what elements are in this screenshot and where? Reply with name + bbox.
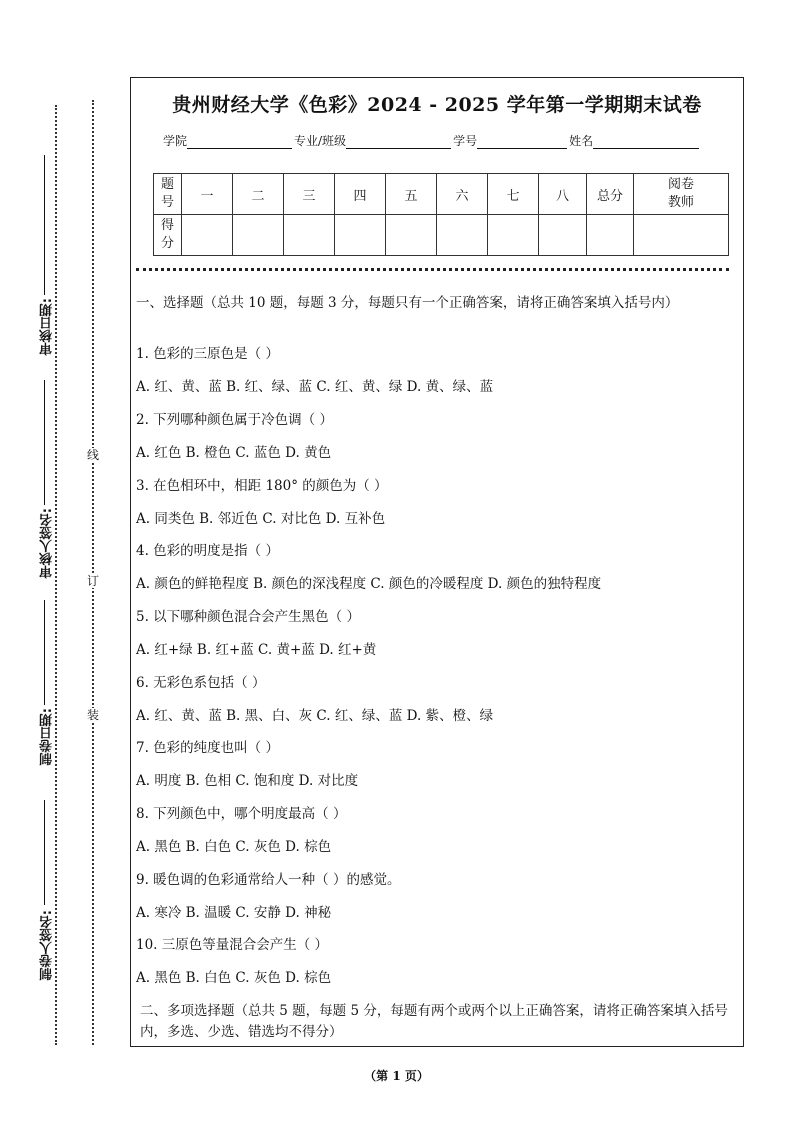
paper-maker-signature-line: [44, 800, 45, 905]
score-cell[interactable]: [587, 215, 634, 256]
col-header-7: 七: [488, 174, 539, 215]
dotted-separator: [136, 268, 729, 271]
score-table: [153, 173, 729, 256]
question-1: 1. 色彩的三原色是（ ）: [136, 346, 279, 362]
student-id-label: 学号: [453, 134, 478, 148]
question-6: 6. 无彩色系包括（ ）: [136, 675, 266, 691]
question-5-options: A. 红+绿 B. 红+蓝 C. 黄+蓝 D. 红+黄: [136, 642, 377, 658]
score-cell[interactable]: [182, 215, 233, 256]
paper-maker-signature-label: 制卷人签名:: [40, 910, 55, 981]
major-class-label: 专业/班级: [294, 134, 347, 148]
score-cell[interactable]: [233, 215, 284, 256]
question-10: 10. 三原色等量混合会产生（ ）: [136, 937, 329, 953]
score-cell[interactable]: [386, 215, 437, 256]
col-header-4: 四: [335, 174, 386, 215]
question-7: 7. 色彩的纯度也叫（ ）: [136, 740, 279, 756]
score-table-header-row: [154, 174, 729, 215]
question-10-options: A. 黑色 B. 白色 C. 灰色 D. 棕色: [136, 970, 332, 986]
score-cell[interactable]: [284, 215, 335, 256]
col-header-total: 总分: [587, 174, 634, 215]
question-6-options: A. 红、黄、蓝 B. 黑、白、灰 C. 红、绿、蓝 D. 紫、橙、绿: [136, 708, 494, 724]
college-label: 学院: [163, 134, 188, 148]
score-cell[interactable]: [634, 215, 729, 256]
section-1-heading: 一、选择题（总共 10 题，每题 3 分，每题只有一个正确答案，请将正确答案填入括号内）: [136, 295, 679, 311]
col-header-2: 二: [233, 174, 284, 215]
review-date-label: 审核日期:: [40, 298, 55, 356]
question-7-options: A. 明度 B. 色相 C. 饱和度 D. 对比度: [136, 773, 359, 789]
binding-dotted-line-inner: [92, 100, 94, 1045]
exam-frame: [130, 77, 744, 1047]
col-header-3: 三: [284, 174, 335, 215]
binding-char-bind: 装: [87, 708, 100, 722]
student-id-blank[interactable]: [477, 134, 567, 149]
question-8-options: A. 黑色 B. 白色 C. 灰色 D. 棕色: [136, 839, 332, 855]
col-header-1: 一: [182, 174, 233, 215]
paper-date-line: [44, 600, 45, 705]
col-header-8: 八: [539, 174, 587, 215]
college-blank[interactable]: [187, 134, 292, 149]
question-1-options: A. 红、黄、蓝 B. 红、绿、蓝 C. 红、黄、绿 D. 黄、绿、蓝: [136, 379, 494, 395]
section-2-heading: 二、多项选择题（总共 5 题，每题 5 分，每题有两个或两个以上正确答案，请将正确答案填入括号内，多选、少选、错选均不得分）: [140, 1003, 728, 1040]
binding-char-line: 线: [87, 448, 100, 462]
question-9: 9. 暖色调的色彩通常给人一种（ ）的感觉。: [136, 872, 401, 888]
question-3: 3. 在色相环中，相距 180° 的颜色为（ ）: [136, 478, 388, 494]
score-table-score-row: [154, 215, 729, 256]
question-9-options: A. 寒冷 B. 温暖 C. 安静 D. 神秘: [136, 905, 332, 921]
major-class-blank[interactable]: [346, 134, 451, 149]
question-3-options: A. 同类色 B. 邻近色 C. 对比色 D. 互补色: [136, 511, 386, 527]
question-8: 8. 下列颜色中，哪个明度最高（ ）: [136, 806, 347, 822]
col-header-grader: 阅卷教师: [634, 174, 729, 215]
reviewer-signature-line: [44, 380, 45, 505]
col-header-5: 五: [386, 174, 437, 215]
page-number: （第 1 页）: [364, 1069, 429, 1083]
student-info-row: [163, 132, 701, 149]
score-cell[interactable]: [539, 215, 587, 256]
name-label: 姓名: [569, 134, 594, 148]
question-4: 4. 色彩的明度是指（ ）: [136, 543, 279, 559]
score-cell[interactable]: [488, 215, 539, 256]
question-2-options: A. 红色 B. 橙色 C. 蓝色 D. 黄色: [136, 445, 332, 461]
exam-title: 贵州财经大学《色彩》2024 - 2025 学年第一学期期末试卷: [172, 94, 702, 116]
question-5: 5. 以下哪种颜色混合会产生黑色（ ）: [136, 609, 360, 625]
score-row-header: 得分: [154, 215, 182, 256]
name-blank[interactable]: [593, 134, 699, 149]
score-cell[interactable]: [335, 215, 386, 256]
binding-dotted-line-outer: [55, 105, 57, 1045]
col-header-6: 六: [437, 174, 488, 215]
question-2: 2. 下列哪种颜色属于冷色调（ ）: [136, 412, 333, 428]
binding-char-staple: 订: [87, 574, 100, 588]
reviewer-signature-label: 审核人签名:: [40, 508, 55, 579]
score-cell[interactable]: [437, 215, 488, 256]
question-4-options: A. 颜色的鲜艳程度 B. 颜色的深浅程度 C. 颜色的冷暖程度 D. 颜色的独特程度: [136, 576, 602, 592]
question-number-header: 题号: [154, 174, 182, 215]
paper-date-label: 制卷日期:: [40, 708, 55, 766]
review-date-line: [44, 155, 45, 295]
